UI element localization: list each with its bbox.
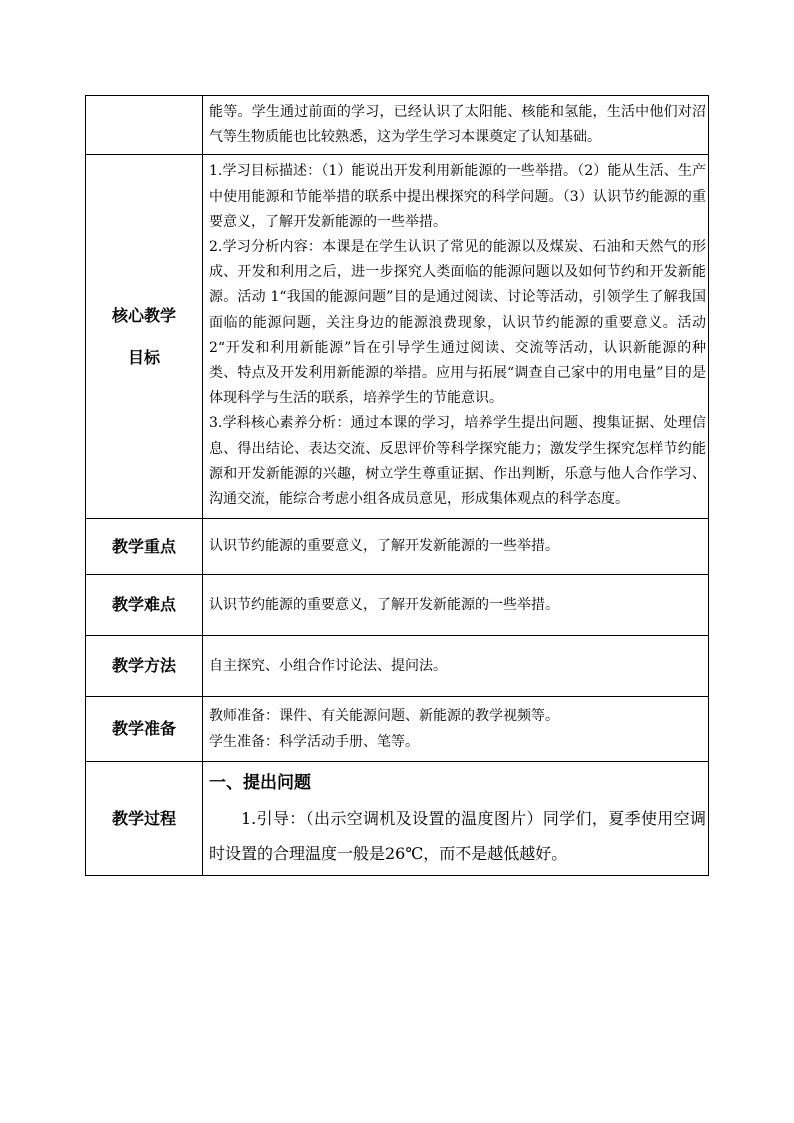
goal-description: 1.学习目标描述：（1）能说出开发利用新能源的一些举措。（2）能从生活、生产中使用能源和节能举措的联系中提出棵探究的科学问题。（3）认识节约能源的重要意义，了解开发新能源的一些举措。 xyxy=(209,163,706,230)
content-analysis: 2.学习分析内容：本课是在学生认识了常见的能源以及煤炭、石油和天然气的形成、开发和利用之后，进一步探究人类面临的能源问题以及如何节约和开发新能源。活动 1“我国的能源问题”目的是通过阅读、讨论等活动，引领学生了解我国面临的能源问题，关注身边的能源浪费现象，认识节约能源的重要意义。活动 2“开发和利用新能源”旨在引导学生通过阅读、交流等活动，认识新能源的种类、特点及开发利用新能源的举措。应用与拓展“调查自己家中的用电量”目的是体现科学与生活的联系，培养学生的节能意识。 xyxy=(209,239,706,407)
literacy-analysis: 3.学科核心素养分析：通过本课的学习，培养学生提出问题、搜集证据、处理信息、得出结论、表达交流、反思评价等科学探究能力；激发学生探究怎样节约能源和开发新能源的兴趣，树立学生尊重证据、作出判断，乐意与他人合作学习、沟通交流，能综合考虑小组各成员意见，形成集体观点的科学态度。 xyxy=(209,415,706,508)
core-goals-label-line1: 核心教学 xyxy=(111,305,176,325)
previous-label-cell xyxy=(86,96,203,155)
process-label: 教学过程 xyxy=(86,762,203,876)
lesson-plan-table xyxy=(85,95,709,876)
preparation-content xyxy=(203,697,709,762)
core-goals-content xyxy=(203,155,709,519)
row-methods xyxy=(86,636,709,697)
methods-text: 自主探究、小组合作讨论法、提问法。 xyxy=(203,636,709,697)
previous-content-cell xyxy=(203,96,709,155)
core-goals-label xyxy=(86,155,203,519)
process-step-1: 1.引导：（出示空调机及设置的温度图片）同学们，夏季使用空调时设置的合理温度一般是26℃，而不是越低越好。 xyxy=(209,809,706,864)
methods-label: 教学方法 xyxy=(86,636,203,697)
difficulties-label: 教学难点 xyxy=(86,575,203,636)
key-points-label: 教学重点 xyxy=(86,519,203,575)
process-content xyxy=(203,762,709,876)
row-process xyxy=(86,762,709,876)
student-preparation: 学生准备：科学活动手册、笔等。 xyxy=(209,734,419,751)
difficulties-text: 认识节约能源的重要意义，了解开发新能源的一些举措。 xyxy=(203,575,709,636)
row-key-points xyxy=(86,519,709,575)
row-previous-knowledge xyxy=(86,96,709,155)
row-preparation xyxy=(86,697,709,762)
process-heading: 一、提出问题 xyxy=(209,773,311,794)
teacher-preparation: 教师准备：课件、有关能源问题、新能源的教学视频等。 xyxy=(209,708,559,725)
key-points-text: 认识节约能源的重要意义，了解开发新能源的一些举措。 xyxy=(203,519,709,575)
core-goals-label-line2: 目标 xyxy=(127,347,160,367)
previous-text: 能等。学生通过前面的学习，已经认识了太阳能、核能和氢能，生活中他们对沼气等生物质能也比较熟悉，这为学生学习本课奠定了认知基础。 xyxy=(209,104,706,146)
row-difficulties xyxy=(86,575,709,636)
preparation-label: 教学准备 xyxy=(86,697,203,762)
row-core-goals xyxy=(86,155,709,519)
